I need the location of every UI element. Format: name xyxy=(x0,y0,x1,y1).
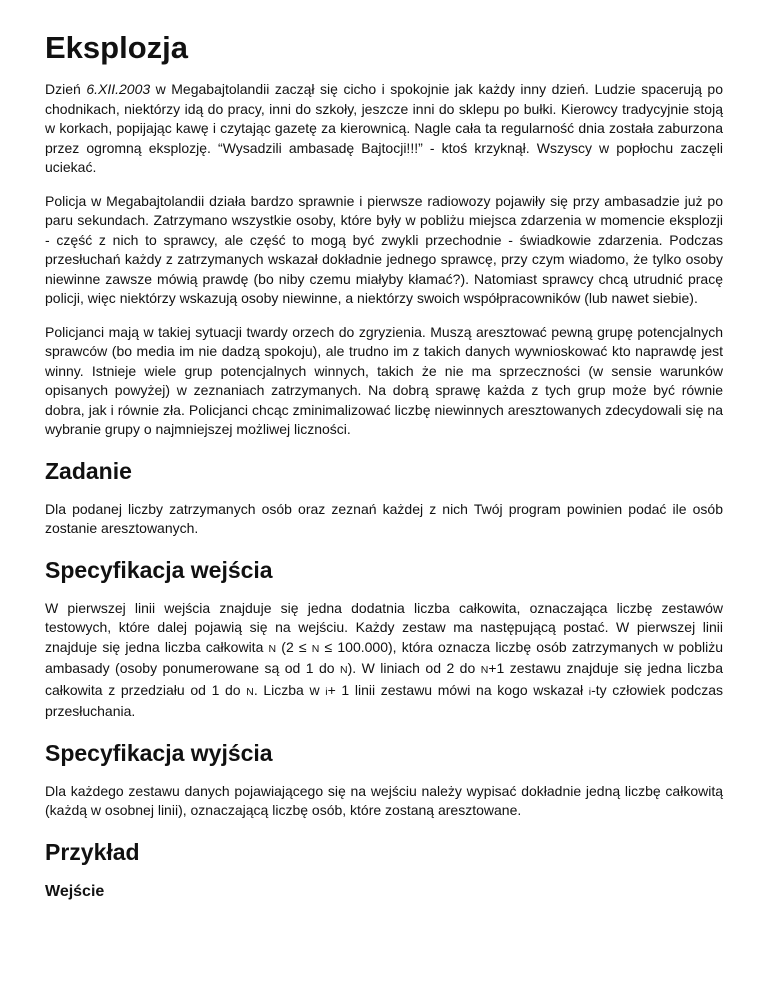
input-spec-segment: + 1 linii zestawu mówi na kogo wskazał xyxy=(327,681,589,698)
intro-paragraph-2: Policja w Megabajtolandii działa bardzo sprawnie i pierwsze radiowozy pojawiły się przy ambasadzie już po paru sekundach. Zatrzymano wszystkie osoby, które były w pobliżu miejsca zdarzenia w momencie eksplozji - część z nich to sprawcy, ale część to mogą być zwykli przechodnie - świadkowie zdarzenia. Podczas przesłuchań każdy z zatrzymanych wskazał dokładnie jednego sprawcę, przy czym wiadomo, że tylko osoby niewinne zawsze mówią prawdę (bo niby czemu miałyby kłamać?). Natomiast sprawcy chcą utrudnić pracę policji, więc niektórzy wskazują osoby niewinne, a niektórzy swoich współpracowników (lub nawet siebie). xyxy=(45,192,723,306)
output-spec-heading: Specyfikacja wyjścia xyxy=(45,739,273,766)
output-spec-text: Dla każdego zestawu danych pojawiającego się na wejściu należy wypisać dokładnie jedną liczbę całkowitą (każdą w osobnej linii), oznaczającą liczbę osób, które zostaną aresztowane. xyxy=(45,782,723,818)
variable-n: N xyxy=(246,685,254,698)
input-spec-segment: W pierwszej linii wejścia znajduje się jedna dodatnia liczba całkowita, oznaczająca liczbę zestawów testowych, które dalej pojawią się na wejściu. Każdy zestaw ma następującą postać. W pierwszej linii znajduje się jedna liczba całkowita xyxy=(45,599,723,655)
input-spec-segment: -ty człowiek podczas przesłuchania. xyxy=(45,681,723,719)
input-spec-segment: (2 ≤ xyxy=(276,638,312,655)
input-spec-segment: . Liczba w xyxy=(253,681,326,698)
intro-rest: w Megabajtolandii zaczął się cicho i spokojnie jak każdy inny dzień. Ludzie spacerują po chodnikach, niektórzy idą do pracy, inni do szkoły, jeszcze inni do sklepu po bułki. Kierowcy tradycyjnie stoją w korkach, popijając kawę i czytając gazetę za kierownicą. Nagle cała ta regularność dnia została zaburzona przez ogromną eksplozję. “Wysadzili ambasadę Bajtocji!!!” - ktoś krzyknął. Wszyscy w popłochu zaczęli uciekać. xyxy=(45,81,724,175)
input-spec-segment: ≤ 100.000), która oznacza liczbę osób zatrzymanych w pobliżu ambasady (osoby ponumerowane są od 1 do xyxy=(45,638,724,676)
intro-paragraph-3: Policjanci mają w takiej sytuacji twardy orzech do zgryzienia. Muszą aresztować pewną grupę potencjalnych sprawców (bo media im nie dadzą spokoju), ale trudno im z takich danych wywnioskować kto naprawdę jest winny. Istnieje wiele grup potencjalnych winnych, takich że nie ma sprzeczności (w sensie warunków opisanych powyżej) w zeznaniach zatrzymanych. Na dobrą sprawę każda z tych grup może być równie dobra, jak i równie zła. Policjanci chcąc zminimalizować liczbę niewinnych aresztowanych zdecydowali się na wybranie grupy o najmniejszej możliwej liczności. xyxy=(45,323,723,437)
variable-n: N xyxy=(340,664,348,676)
variable-n: N xyxy=(268,642,277,655)
intro-date: 6.XII.2003 xyxy=(86,81,151,97)
input-spec-text xyxy=(45,599,723,722)
input-spec-heading: Specyfikacja wejścia xyxy=(45,556,273,583)
intro-lead: Dzień xyxy=(45,81,87,97)
variable-n: N xyxy=(480,664,489,676)
variable-n: N xyxy=(311,642,320,655)
task-text: Dla podanej liczby zatrzymanych osób oraz zeznań każdej z nich Twój program powinien podać ile osób zostanie aresztowanych. xyxy=(45,500,723,536)
document-page xyxy=(45,26,723,903)
example-input-heading: Wejście xyxy=(45,882,105,900)
example-heading: Przykład xyxy=(45,838,140,865)
input-spec-segment: ). W liniach od 2 do xyxy=(347,660,481,676)
variable-i: i xyxy=(325,685,328,698)
page-title: Eksplozja xyxy=(45,30,188,65)
task-heading: Zadanie xyxy=(45,457,132,484)
input-spec-segment: +1 zestawu znajduje się jedna liczba całkowita z przedziału od 1 do xyxy=(45,660,723,698)
variable-i: i xyxy=(588,685,592,698)
intro-paragraph-1 xyxy=(45,80,723,178)
